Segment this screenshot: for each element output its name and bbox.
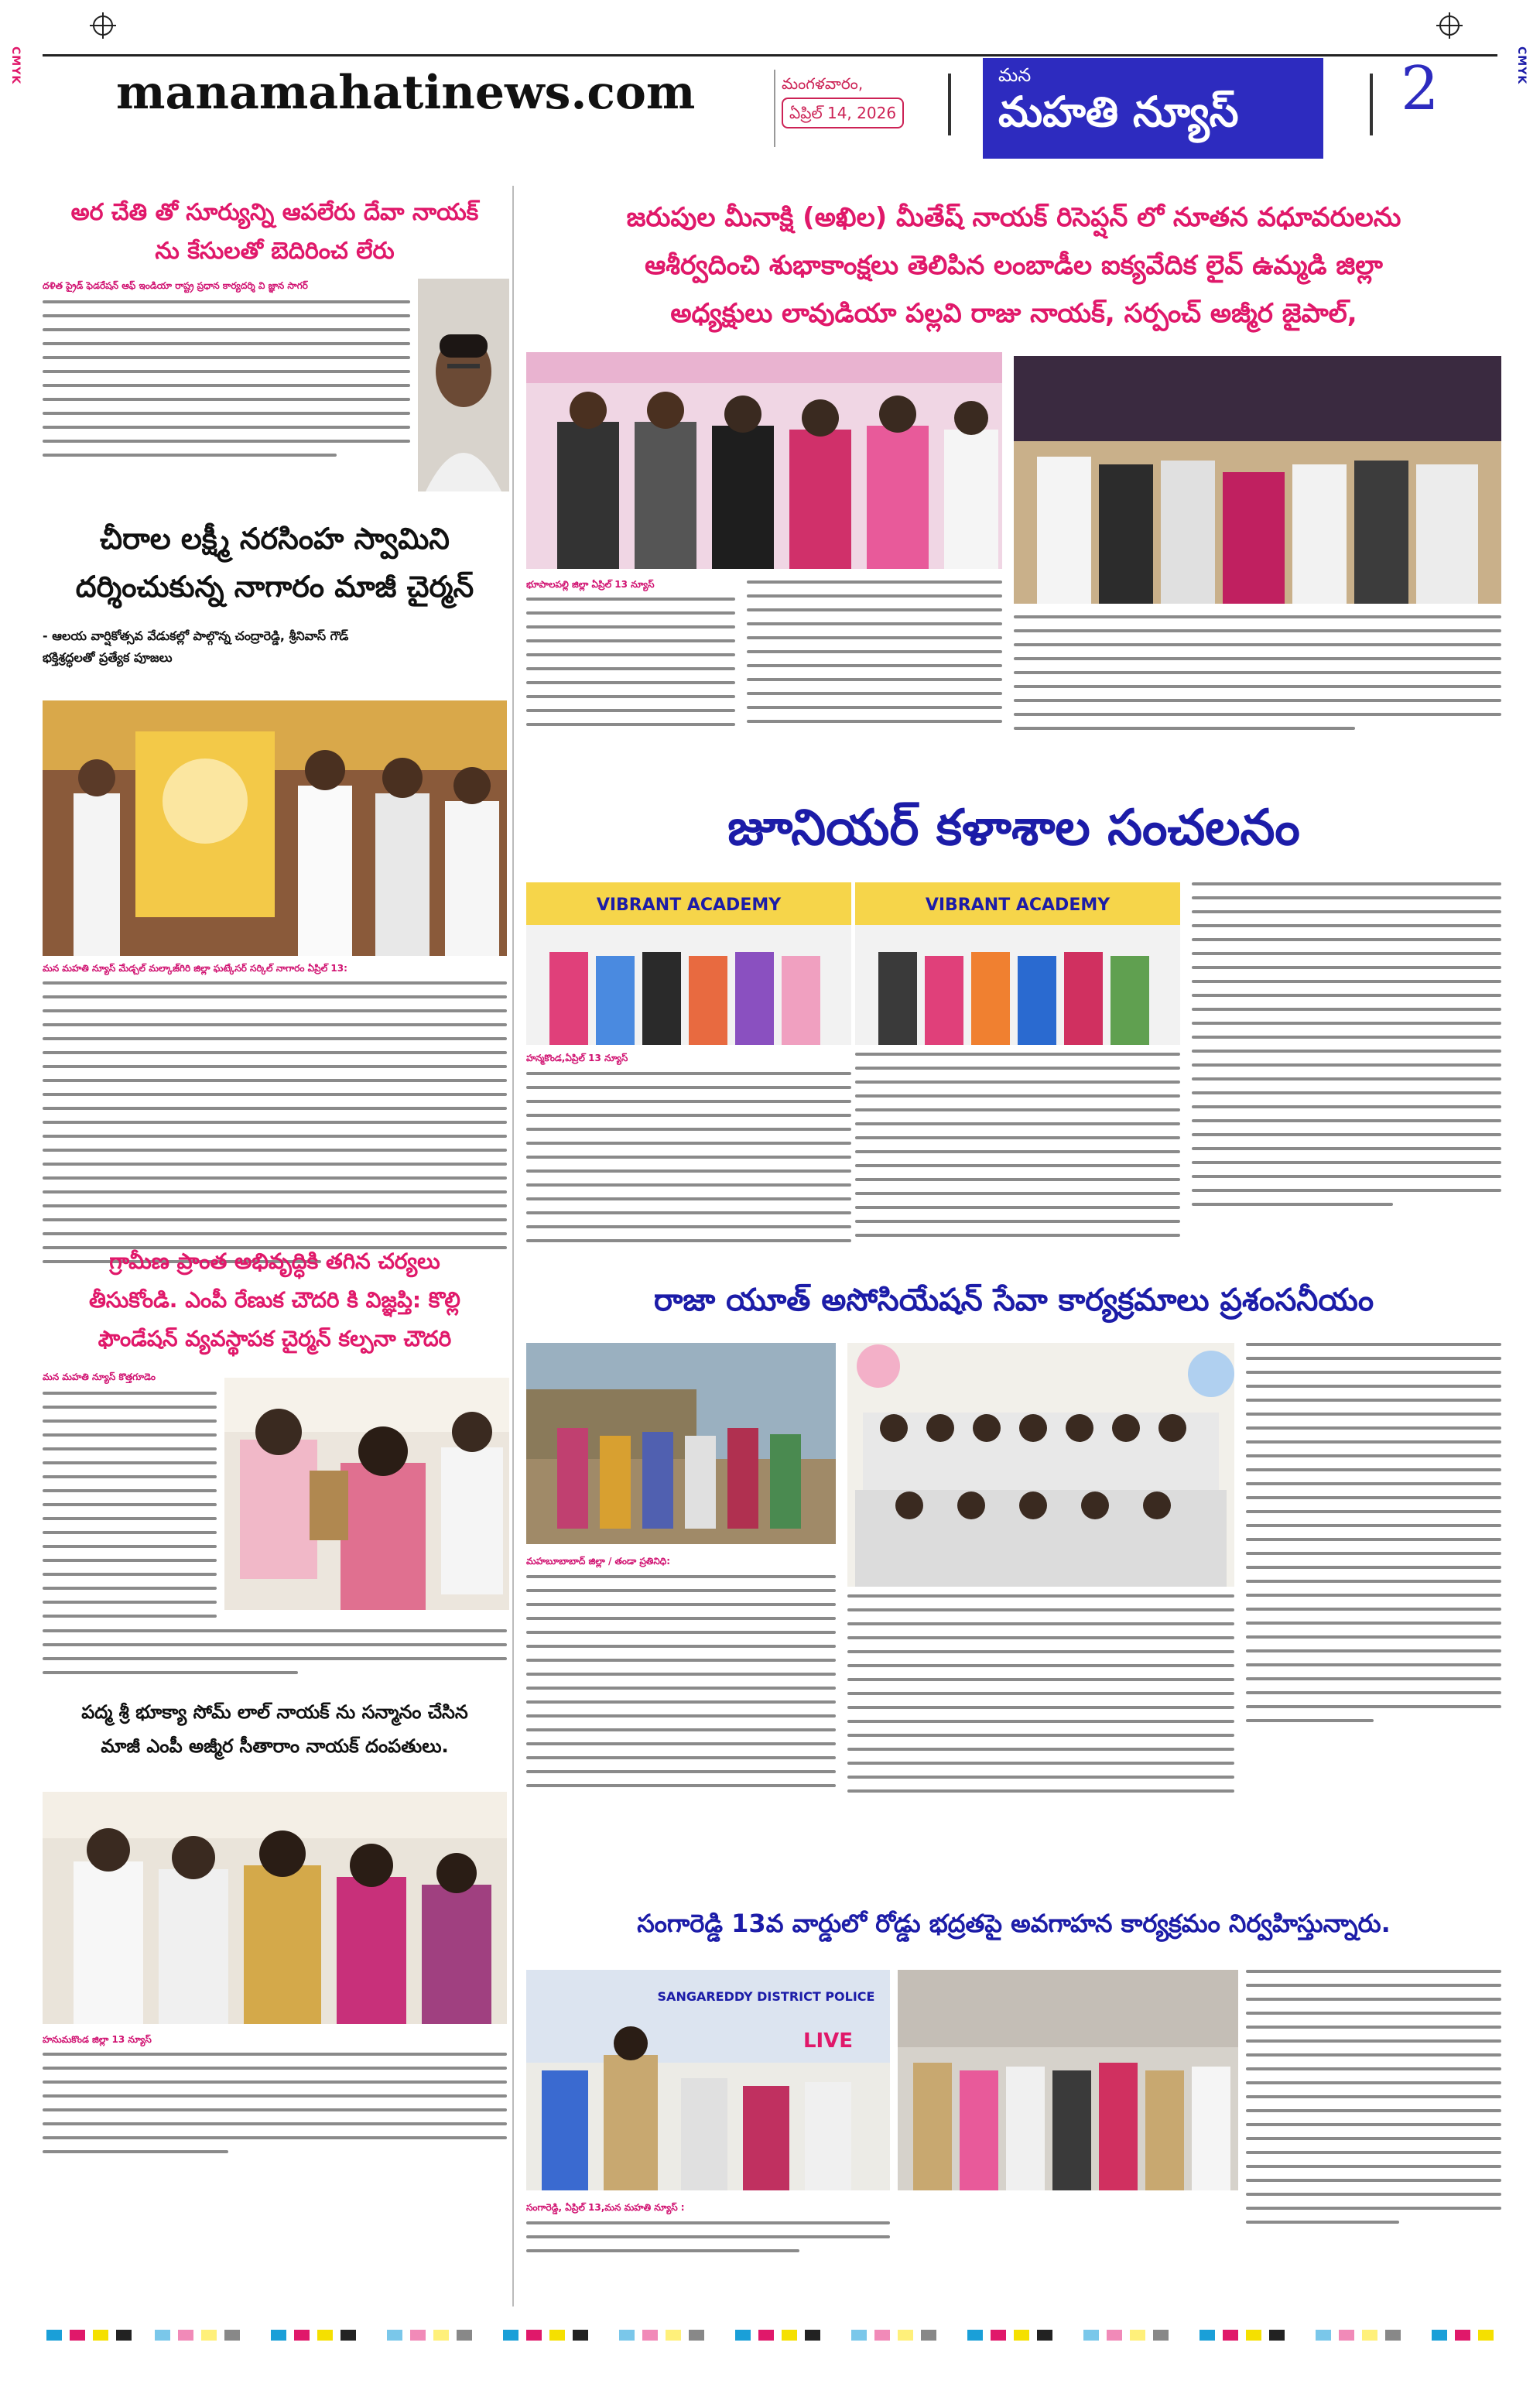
college-photo-1: [526, 882, 851, 1045]
award-ceremony-illustration-1: [526, 882, 851, 1045]
article-2-headline-line-1: చీరాల లక్ష్మీ నరసింహ స్వామిని: [100, 522, 450, 556]
village-distribution-illustration: [526, 1343, 836, 1544]
cmyk-tag-left: CMYK: [9, 46, 22, 85]
college-body-col-2: [855, 1053, 1180, 1248]
college-dateline: హన్మకొండ,ఏప్రిల్ 13 న్యూస్: [526, 1053, 628, 1063]
article-2-subhead-1: - ఆలయ వార్షికోత్సవ వేడుకల్లో పాల్గొన్న చంద్రారెడ్డి, శ్రీనివాస్ గౌడ్: [43, 628, 349, 643]
issue-day: మంగళవారం,: [782, 74, 864, 93]
road-safety-photo-2: [898, 1970, 1238, 2190]
article-2-headline-line-2: దర్శించుకున్న నాగారం మాజీ చైర్మన్: [75, 570, 474, 604]
group-photo-illustration: [847, 1343, 1234, 1587]
youth-body-col-3: [1246, 1343, 1501, 1733]
article-2-headline: [43, 515, 507, 611]
college-photo-2: [855, 882, 1180, 1045]
reception-headline: [526, 193, 1501, 337]
article-4-body: [43, 2053, 507, 2164]
masthead-divider-1: [774, 70, 775, 147]
live-text: LIVE: [803, 2029, 854, 2053]
article-4-headline: [43, 1695, 507, 1763]
masthead-divider-3: [1370, 74, 1373, 135]
reception-body-col-3: [1014, 615, 1501, 741]
youth-headline: రాజా యూత్ అసోసియేషన్ సేవా కార్యక్రమాలు ప్రశంసనీయం: [653, 1283, 1374, 1318]
registration-mark-right: [1439, 15, 1460, 36]
article-1-body: [43, 300, 410, 467]
logo-small-text: మన: [998, 64, 1032, 86]
academy-banner-1: VIBRANT ACADEMY: [596, 896, 782, 915]
academy-banner-2: VIBRANT ACADEMY: [925, 896, 1111, 915]
article-2-subheads: [43, 625, 507, 669]
wedding-stage-illustration-1: [526, 352, 1002, 569]
portrait-illustration: [418, 279, 509, 491]
logo-main-text: మహతి న్యూస్: [998, 87, 1239, 136]
article-4-headline-line-2: మాజీ ఎంపీ అజ్మీర సీతారాం నాయక్ దంపతులు.: [101, 1735, 449, 1757]
road-safety-photo-1: [526, 1970, 890, 2190]
college-body-col-3: [1192, 882, 1501, 1217]
newspaper-logo: [983, 58, 1323, 159]
cmyk-tag-right: CMYK: [1515, 46, 1528, 85]
registration-mark-left: [93, 15, 113, 36]
reception-body-col-1: [526, 598, 735, 737]
article-4-dateline: హనుమకొండ జిల్లా 13 న్యూస్: [43, 2034, 152, 2045]
road-safety-body-col-2: [1246, 1970, 1501, 2235]
article-1-photo: [418, 279, 509, 491]
college-body-col-1: [526, 1072, 851, 1253]
college-headline: జూనియర్ కళాశాల సంచలనం: [727, 800, 1300, 857]
felicitation-illustration: [43, 1792, 507, 2024]
masthead-divider-2: [948, 74, 951, 135]
youth-photo-1: [526, 1343, 836, 1544]
award-ceremony-illustration-2: [855, 882, 1180, 1045]
youth-body-col-2: [847, 1594, 1234, 1803]
road-safety-dateline: సంగారెడ్డి, ఏప్రిల్ 13,మన మహతి న్యూస్ :: [526, 2202, 685, 2213]
site-name[interactable]: manamahatinews.com: [116, 66, 696, 120]
color-calibration-bar: [0, 2330, 1540, 2353]
article-3-body: [43, 1392, 217, 1628]
article-1-headline-line-2: ను కేసులతో బెదిరించ లేరు: [155, 238, 395, 265]
article-4-photo: [43, 1792, 507, 2024]
article-1-headline: [43, 193, 507, 271]
column-divider: [512, 186, 514, 2307]
article-2-subhead-2: భక్తిశ్రద్ధలతో ప్రత్యేక పూజలు: [43, 650, 173, 665]
meeting-illustration: [224, 1378, 509, 1610]
article-4-headline-line-1: పద్మ శ్రీ భూక్యా సోమ్ లాల్ నాయక్ ను సన్మానం చేసిన: [81, 1701, 468, 1723]
article-2-photo: [43, 700, 507, 956]
youth-body-col-1: [526, 1575, 836, 1798]
article-3-body-continued: [43, 1629, 507, 1685]
youth-photo-2: [847, 1343, 1234, 1587]
article-2-body: [43, 981, 507, 1274]
reception-headline-line-3: అధ్యక్షులు లావుడియా పల్లవి రాజు నాయక్, సర్పంచ్ అజ్మీర జైపాల్,: [670, 298, 1357, 329]
reception-photo-2: [1014, 356, 1501, 604]
article-1-dateline: దళిత ప్రైడ్ ఫెడరేషన్ ఆఫ్ ఇండియా రాష్ట్ర ప్రధాన కార్యదర్శి వి జ్ఞాన సాగర్: [43, 280, 308, 291]
youth-dateline: మహబూబాబాద్ జిల్లా / తండా ప్రతినిధి:: [526, 1556, 671, 1567]
police-awareness-illustration: [526, 1970, 890, 2190]
article-3-headline: [43, 1242, 507, 1358]
road-safety-headline: సంగారెడ్డి 13వ వార్డులో రోడ్డు భద్రతపై అవగాహన కార్యక్రమం నిర్వహిస్తున్నారు.: [637, 1909, 1391, 1938]
article-3-photo: [224, 1378, 509, 1610]
police-banner: SANGAREDDY DISTRICT POLICE: [657, 1989, 875, 2004]
issue-date-text: ఏప్రిల్ 14, 2026: [782, 98, 904, 128]
community-group-illustration: [898, 1970, 1238, 2190]
article-2-dateline: మన మహతి న్యూస్ మేడ్చల్ మల్కాజ్‌గిరి జిల్లా ఘట్కేసర్ సర్కిల్ నాగారం ఏప్రిల్ 13:: [43, 963, 347, 974]
issue-date: [782, 70, 904, 128]
reception-headline-line-2: ఆశీర్వదించి శుభాకాంక్షలు తెలిపిన లంబాడీల ఐక్యవేదిక లైవ్ ఉమ్మడి జిల్లా: [645, 250, 1383, 281]
article-3-dateline: మన మహతి న్యూస్ కొత్తగూడెం: [43, 1372, 156, 1382]
reception-photo-1: [526, 352, 1002, 569]
article-3-headline-line-2: తీసుకోండి. ఎంపీ రేణుక చౌదరి కి విజ్ఞప్తి: కొల్లి: [89, 1287, 460, 1313]
article-3-headline-line-3: ఫౌండేషన్ వ్యవస్థాపక చైర్మన్ కల్పనా చౌదరి: [98, 1326, 452, 1351]
reception-headline-line-1: జరుపుల మీనాక్షి (అఖిల) మీతేష్ నాయక్ రిసెప్షన్ లో నూతన వధూవరులను: [626, 202, 1401, 233]
reception-dateline: భూపాలపల్లి జిల్లా ఏప్రిల్ 13 న్యూస్: [526, 579, 655, 590]
article-3-headline-line-1: గ్రామీణ ప్రాంత అభివృద్ధికి తగిన చర్యలు: [109, 1248, 440, 1274]
wedding-stage-illustration-2: [1014, 356, 1501, 604]
page-number: 2: [1401, 54, 1439, 124]
temple-visit-illustration: [43, 700, 507, 956]
road-safety-body-col-1: [526, 2221, 890, 2263]
article-1-headline-line-1: అర చేతి తో సూర్యున్ని ఆపలేరు దేవా నాయక్: [70, 199, 479, 226]
reception-body-col-2: [747, 580, 1002, 734]
